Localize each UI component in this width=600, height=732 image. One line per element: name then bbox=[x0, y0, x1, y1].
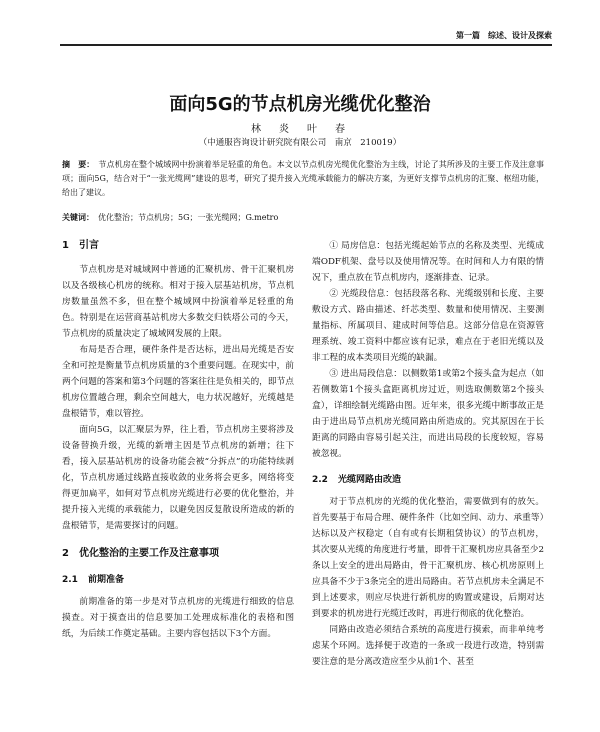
intro-paragraph-2: 布局是否合理，硬件条件是否达标，进出局光缆是否安全和可控是衡量节点机房质量的3个重要问题。在现实中，前两个问题的答案和第3个问题的答案往往是负相关的，即节点机房位置越合理，剩余空间越大，电力状况越好，光缆越是盘根错节，难以管控。 bbox=[62, 345, 294, 419]
abstract-text: 节点机房在整个城域网中扮演着举足轻重的角色。本文以节点机房光缆优化整治为主线，讨论了其所涉及的主要工作及注意事项；面向5G，结合对于“一张光缆网”建设的思考，研究了提升接入光缆承载能力的解决方案，为更好支撑节点机房的汇聚、枢纽功能，给出了建议。 bbox=[62, 160, 545, 197]
subsection-title: 前期准备 bbox=[87, 575, 124, 585]
section-heading-intro bbox=[62, 238, 294, 254]
prep-paragraph-1: 前期准备的第一步是对节点机房的光缆进行细致的信息摸查。对于摸查出的信息要加工处理成标准化的表格和图纸，为后续工作奠定基础。主要内容包括以下3个方面。 bbox=[62, 597, 294, 639]
abstract bbox=[62, 158, 544, 200]
section-title: 引言 bbox=[78, 240, 99, 251]
list-item-site-info: ① 局房信息：包括光缆起始节点的名称及类型、光缆成端ODF机架、盘号以及使用情况等。在时间和人力有限的情况下，重点放在节点机房内，逐渐排查、记录。 bbox=[312, 241, 544, 283]
list-item-entry-info: ③ 进出局段信息：以侧数第1或第2个接头盒为起点（如若侧数第1个接头盒距离机房过近，则选取侧数第2个接头盒），详细绘制光缆路由图。近年来，很多光缆中断事故正是由于进出局节点机房光缆同路由所造成的。究其原因在于长距离的同路由容易引起关注，而进出局段的长度较短，容易被忽视。 bbox=[312, 369, 544, 459]
subsection-heading-route bbox=[312, 472, 544, 488]
keywords-text: 优化整治；节点机房；5G；一张光缆网；G.metro bbox=[98, 213, 279, 222]
keywords bbox=[62, 211, 544, 225]
right-column bbox=[312, 238, 544, 670]
subsection-heading-prep bbox=[62, 572, 294, 588]
abstract-label: 摘 要： bbox=[62, 160, 95, 169]
section-number: 2 bbox=[62, 548, 69, 559]
route-paragraph-2: 同路由改造必须结合系统的高度进行摸索，而非单纯考虑某个环网。选择便于改造的一条或一段进行改造，特别需要注意的是分离改造应至少从前1个、甚至 bbox=[312, 625, 544, 667]
intro-paragraph-1: 节点机房是对城域网中普通的汇聚机房、骨干汇聚机房以及各级核心机房的统称。相对于接入层基站机房，节点机房数量虽然不多，但在整个城域网中扮演着举足轻重的角色。特别是在运营商基站机房大多数交归铁塔公司的今天，节点机房的质量决定了城域网发展的上限。 bbox=[62, 265, 294, 339]
affiliation: （中通服咨询设计研究院有限公司 南京 210019） bbox=[198, 138, 402, 148]
header-rule bbox=[60, 44, 552, 46]
running-header: 第一篇 综述、设计及探索 bbox=[456, 31, 552, 40]
intro-paragraph-3: 面向5G，以汇聚层为界，往上看，节点机房主要将涉及设备替换升级，光缆的新增主因是节点机房的新增；往下看，接入层基站机房的设备功能会被“分拆点”的功能特续剥化，节点机房通过线路直接收敛的业务将会更多，网络将变得更加扁平，如何对节点机房光缆进行必要的优化整治，并提升接入光缆的承载能力，以避免因反复散设所造成的新的盘根错节，是需要探讨的问题。 bbox=[62, 425, 294, 531]
keywords-label: 关键词： bbox=[62, 213, 94, 222]
left-column bbox=[62, 238, 294, 642]
route-paragraph-1: 对于节点机房的光缆的优化整治，需要做到有的放矢。首先要基于布局合理、硬件条件（比如空间、动力、承重等）达标以及产权稳定（自有或有长期租赁协议）的节点机房，其次要从光缆的角度进行考量，即骨干汇聚机房应具备至少2条以上安全的进出局路由，骨干汇聚机房、核心机房原则上应具备不少于3条完全的进出局路由。若节点机房未全满足不到上述要求，则应尽快进行新机房的购置或建设，后期对达到要求的机房进行光缆迁改时，再进行彻底的优化整治。 bbox=[312, 497, 544, 619]
subsection-title: 光缆网路由改造 bbox=[337, 475, 401, 485]
list-item-segment-info: ② 光缆段信息：包括段落名称、光缆级别和长度、主要敷设方式、路由描述、纤芯类型、数量和使用情况、主要测量指标、所属项目、建成时间等信息。这部分信息在资源管理系统、竣工资料中都应该有记录，难点在于老旧光缆以及非工程的成本类项目光缆的缺漏。 bbox=[312, 289, 544, 363]
paper-title: 面向5G的节点机房光缆优化整治 bbox=[169, 94, 431, 115]
subsection-number: 2.2 bbox=[312, 475, 328, 485]
section-title: 优化整治的主要工作及注意事项 bbox=[78, 548, 219, 559]
section-number: 1 bbox=[62, 240, 69, 251]
section-heading-main bbox=[62, 546, 294, 562]
subsection-number: 2.1 bbox=[62, 575, 78, 585]
authors: 林 炎 叶 春 bbox=[251, 124, 349, 135]
